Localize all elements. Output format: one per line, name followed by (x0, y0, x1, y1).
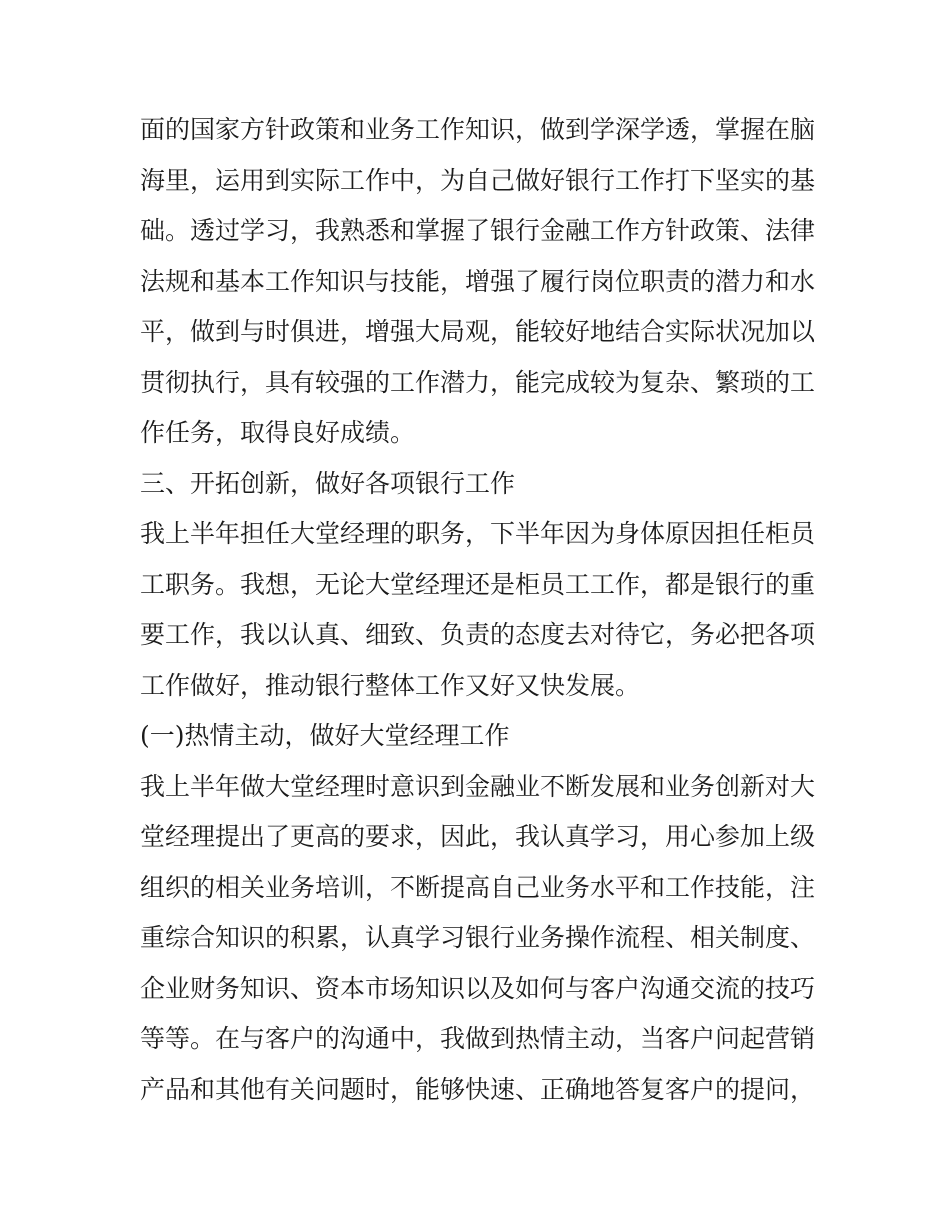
paragraph-line: 企业财务知识、资本市场知识以及如何与客户沟通交流的技巧 (140, 973, 816, 1003)
paragraph-line: 法规和基本工作知识与技能，增强了履行岗位职责的潜力和水 (140, 266, 816, 296)
paragraph-line: 我上半年做大堂经理时意识到金融业不断发展和业务创新对大 (140, 771, 816, 801)
paragraph-line: 海里，运用到实际工作中，为自己做好银行工作打下坚实的基 (140, 165, 816, 195)
paragraph-line: 组织的相关业务培训，不断提高自己业务水平和工作技能，注 (140, 872, 816, 902)
paragraph-line: 等等。在与客户的沟通中，我做到热情主动，当客户问起营销 (140, 1024, 816, 1053)
paragraph-line: 础。透过学习，我熟悉和掌握了银行金融工作方针政策、法律 (140, 216, 816, 245)
paragraph-line: 工作做好，推动银行整体工作又好又快发展。 (140, 670, 641, 700)
body-text (140, 105, 820, 1115)
paragraph-line: 要工作，我以认真、细致、负责的态度去对待它，务必把各项 (140, 620, 816, 649)
paragraph-line: 工职务。我想，无论大堂经理还是柜员工工作，都是银行的重 (140, 569, 816, 599)
paragraph-line: 产品和其他有关问题时，能够快速、正确地答复客户的提问， (140, 1074, 816, 1104)
paragraph-line: 平，做到与时俱进，增强大局观，能较好地结合实际状况加以 (140, 317, 816, 346)
subsection-heading: (一)热情主动，做好大堂经理工作 (140, 721, 510, 750)
paragraph-line: 贯彻执行，具有较强的工作潜力，能完成较为复杂、繁琐的工 (140, 367, 816, 397)
paragraph-line: 重综合知识的积累，认真学习银行业务操作流程、相关制度、 (140, 923, 816, 952)
paragraph-line: 作任务，取得良好成绩。 (140, 418, 416, 447)
paragraph-line: 堂经理提出了更高的要求，因此，我认真学习，用心参加上级 (140, 822, 816, 851)
section-heading: 三、开拓创新，做好各项银行工作 (140, 468, 516, 498)
paragraph-line: 面的国家方针政策和业务工作知识，做到学深学透，掌握在脑 (140, 115, 816, 144)
paragraph-line: 我上半年担任大堂经理的职务，下半年因为身体原因担任柜员 (140, 519, 816, 548)
